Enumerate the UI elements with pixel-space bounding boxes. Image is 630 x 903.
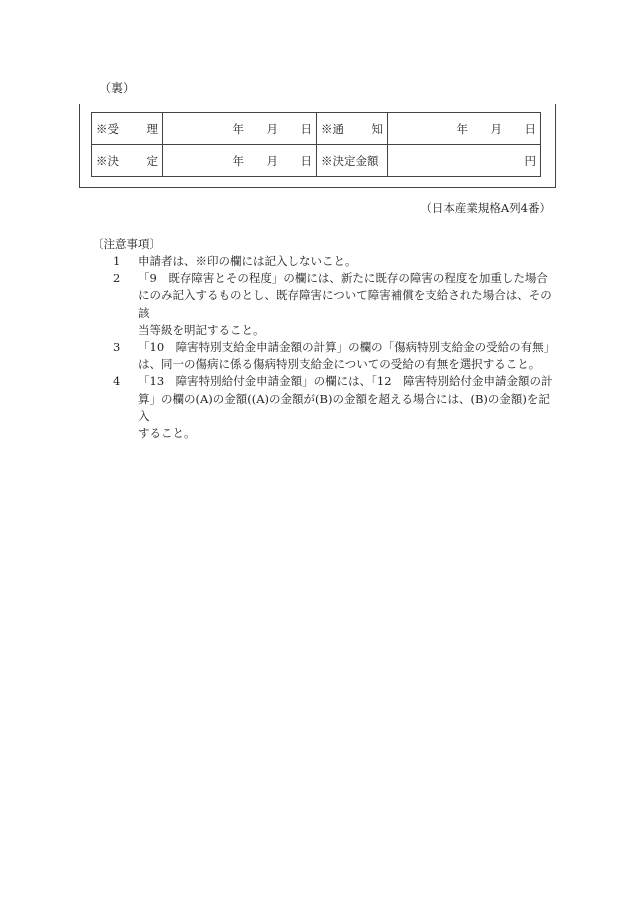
list-item: 1 申請者は、※印の欄には記入しないこと。 (113, 254, 357, 268)
table-row (92, 145, 541, 177)
table-row (92, 113, 541, 145)
notified-label-cell: ※通 知 (317, 113, 388, 145)
decided-amount-label-cell: ※決定金額 (317, 145, 388, 177)
received-label-cell: ※受 理 (92, 113, 163, 145)
decided-amount-cell: 円 (388, 145, 541, 177)
office-use-table (91, 112, 541, 177)
notified-date-cell: 年 月 日 (388, 113, 541, 145)
list-item: 3 「10 障害特別支給金申請金額の計算」の欄の「傷病特別支給金の受給の有無」 は、同一の傷病に係る傷病特別支給金についての受給の有無を選択すること。 (113, 340, 556, 372)
notes-heading: 〔注意事項〕 (92, 237, 161, 251)
list-item: 2 「9 既存障害とその程度」の欄には、新たに既存の障害の程度を加重した場合 にのみ記入するものとし、既存障害について障害補償を支給された場合は、その該 当等級を明記すること。 (113, 271, 552, 337)
paper-standard-note: （日本産業規格A列4番） (420, 201, 551, 215)
list-item: 4 「13 障害特別給付金申請金額」の欄には、「12 障害特別給付金申請金額の計 算」の欄の(A)の金額((A)の金額が(B)の金額を超える場合には、(B)の金額)を記入 すること。 (113, 374, 553, 441)
decided-label-cell: ※決 定 (92, 145, 163, 177)
received-date-cell: 年 月 日 (163, 113, 317, 145)
decided-date-cell: 年 月 日 (163, 145, 317, 177)
page-side-label: （裏） (99, 81, 136, 95)
notes-list (96, 253, 556, 442)
